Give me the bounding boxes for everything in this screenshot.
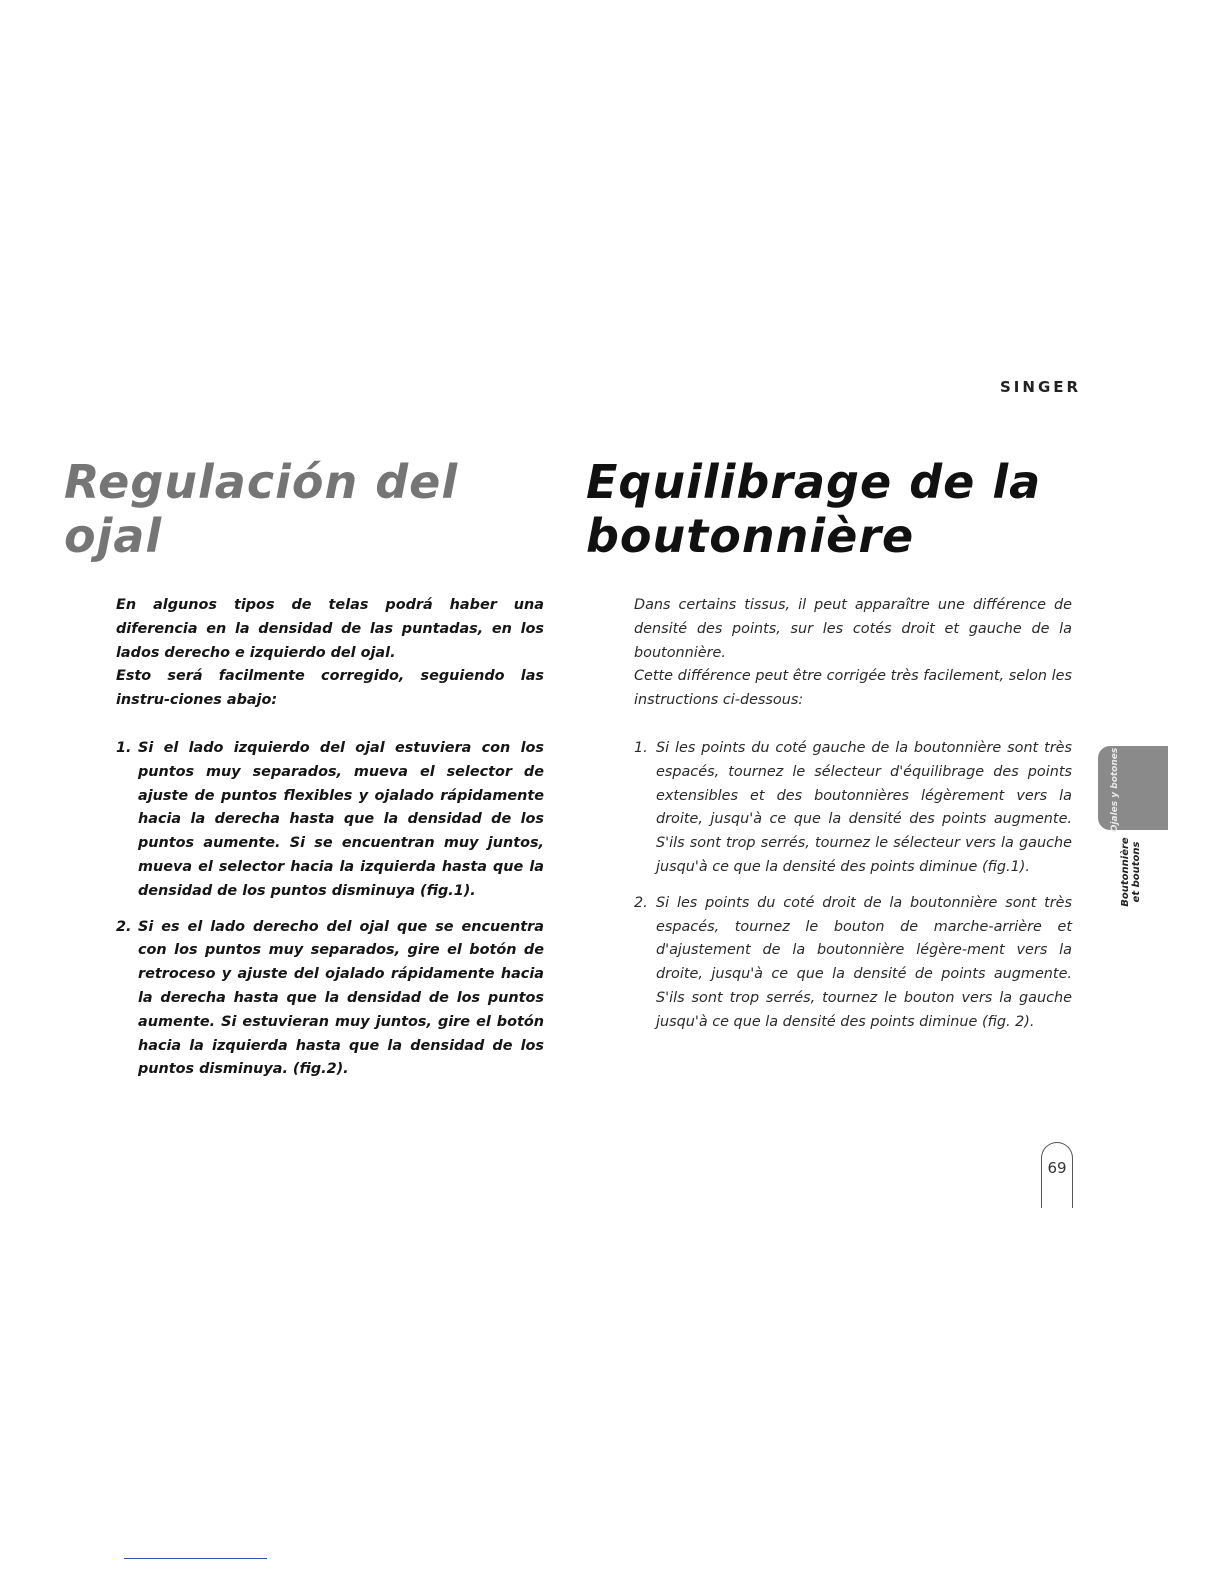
- spanish-intro-note: Esto será facilmente corregido, seguiendo las instru-ciones abajo:: [116, 668, 544, 709]
- french-title: Equilibrage de la boutonnière: [586, 455, 1042, 563]
- page-number-frame: [1041, 1142, 1073, 1208]
- french-steps-list: [634, 737, 1072, 1035]
- footnote-rule: [124, 1558, 267, 1559]
- spanish-step-text: Si el lado izquierdo del ojal estuviera con los puntos muy separados, mueva el selector de ajuste de puntos flexibles y ojalado rápidamente hacia la derecha hasta que la densidad de los puntos aumente. Si se encuentran muy juntos, mueva el selector hacia la izquierda hasta que la densidad de los puntos disminuya (fig.1).: [138, 739, 544, 899]
- spanish-step-text: Si es el lado derecho del ojal que se encuentra con los puntos muy separados, gire el botón de retroceso y ajuste del ojalado rápidamente hacia la derecha hasta que la densidad de los puntos aumente. Si estuvieran muy juntos, gire el botón hacia la izquierda hasta que la densidad de los puntos disminuya. (fig.2).: [138, 918, 544, 1078]
- page-number: 69: [1047, 1159, 1067, 1177]
- french-intro: Dans certains tissus, il peut apparaître une différence de densité des points, sur les cotés droit et gauche de la boutonnière.: [634, 597, 1072, 661]
- spanish-step-number: 2.: [116, 918, 132, 935]
- french-step-number: 1.: [634, 739, 648, 756]
- brand-name: SINGER: [1000, 378, 1082, 396]
- spanish-step-2: [116, 916, 544, 1083]
- spanish-title: Regulación del ojal: [64, 455, 459, 563]
- french-step-text: Si les points du coté droit de la boutonnière sont très espacés, tournez le bouton de marche-arrière et d'ajustement de la boutonnière légère-ment vers la droite, jusqu'à ce que la densité de points augmente. S'ils sont trop serrés, tournez le bouton vers la gauche jusqu'à ce que la densité des points diminue (fig. 2).: [656, 894, 1072, 1030]
- chapter-tab: [1098, 746, 1168, 833]
- spanish-step-number: 1.: [116, 739, 132, 756]
- chapter-side-label: [1120, 837, 1142, 906]
- french-step-text: Si les points du coté gauche de la boutonnière sont très espacés, tournez le sélecteur d'équilibrage des points extensibles et des boutonnières légèrement vers la droite, jusqu'à ce que la densité des points augmente. S'ils sont trop serrés, tournez le sélecteur vers la gauche jusqu'à ce que la densité des points diminue (fig.1).: [656, 739, 1072, 875]
- chapter-side-label-line2: et boutons: [1131, 841, 1142, 903]
- french-column: [634, 594, 1072, 1047]
- chapter-side-label-line1: Boutonnière: [1120, 837, 1131, 907]
- french-step-1: [634, 737, 1072, 880]
- french-step-number: 2.: [634, 894, 648, 911]
- chapter-tab-label: Ojales y botones: [1110, 747, 1120, 833]
- spanish-intro: En algunos tipos de telas podrá haber una diferencia en la densidad de las puntadas, en los lados derecho e izquierdo del ojal.: [116, 597, 544, 661]
- french-intro-note: Cette différence peut être corrigée très facilement, selon les instructions ci-dessous:: [634, 668, 1072, 709]
- spanish-column: [116, 594, 544, 1094]
- spanish-steps-list: [116, 737, 544, 1082]
- french-step-2: [634, 892, 1072, 1035]
- spanish-step-1: [116, 737, 544, 904]
